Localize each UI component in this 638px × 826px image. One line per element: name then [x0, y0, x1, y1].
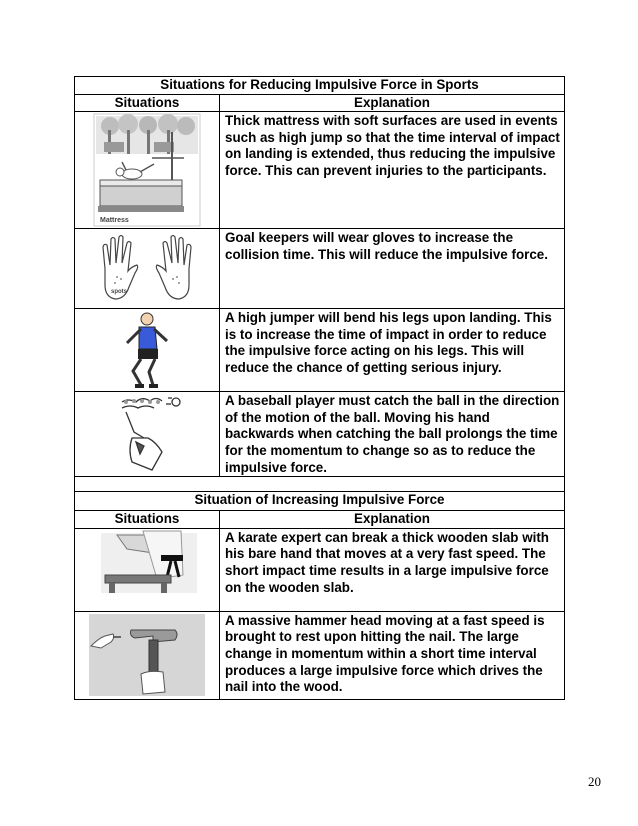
karate-picture-cell	[75, 528, 220, 611]
hammer-nail-illustration	[87, 612, 207, 698]
section2-col-situations: Situations	[75, 511, 220, 529]
baseball-catch-illustration	[92, 392, 202, 474]
section2-title: Situation of Increasing Impulsive Force	[75, 492, 565, 511]
gloves-picture-cell	[75, 229, 220, 309]
mattress-picture-cell	[75, 112, 220, 229]
row-karate-explanation: A karate expert can break a thick wooden slab with his bare hand that moves at a very fast speed. The short impact time results in a large impulsive force on the wooden slab.	[220, 528, 565, 611]
mattress-illustration	[92, 112, 202, 228]
section1-col-explanation: Explanation	[220, 94, 565, 112]
section1-col-situations: Situations	[75, 94, 220, 112]
karate-chop-illustration	[87, 529, 207, 599]
baseball-picture-cell	[75, 392, 220, 477]
page-number: 20	[588, 774, 601, 789]
high-jumper-landing-illustration	[117, 309, 177, 391]
section2-col-explanation: Explanation	[220, 511, 565, 529]
row-hammer-explanation: A massive hammer head moving at a fast speed is brought to rest upon hitting the nail. The large change in momentum within a short time interval produces a large impulsive force which drives the nail into the wood.	[220, 611, 565, 699]
glove-brand-label: spots	[111, 289, 128, 296]
row-mattress-explanation: Thick mattress with soft surfaces are used in events such as high jump so that the time interval of impact on landing is extended, thus reducing the impulsive force. This can prevent injuries to the participants.	[220, 112, 565, 229]
row-gloves-explanation: Goal keepers will wear gloves to increase the collision time. This will reduce the impulsive force.	[220, 229, 565, 309]
jumper-picture-cell	[75, 309, 220, 392]
row-jumper-explanation: A high jumper will bend his legs upon landing. This is to increase the time of impact in order to reduce the impulsive force acting on his legs. This will reduce the chance of getting serious injury.	[220, 309, 565, 392]
hammer-picture-cell	[75, 611, 220, 699]
impulsive-force-table	[74, 76, 565, 700]
section-gap	[75, 477, 565, 492]
goalkeeper-gloves-illustration	[97, 229, 197, 307]
mattress-label: Mattress	[100, 217, 129, 225]
section1-title: Situations for Reducing Impulsive Force in Sports	[75, 77, 565, 95]
row-baseball-explanation: A baseball player must catch the ball in the direction of the motion of the ball. Moving his hand backwards when catching the ball prolongs the time for the momentum to change so as to reduce the impulsive force.	[220, 392, 565, 477]
